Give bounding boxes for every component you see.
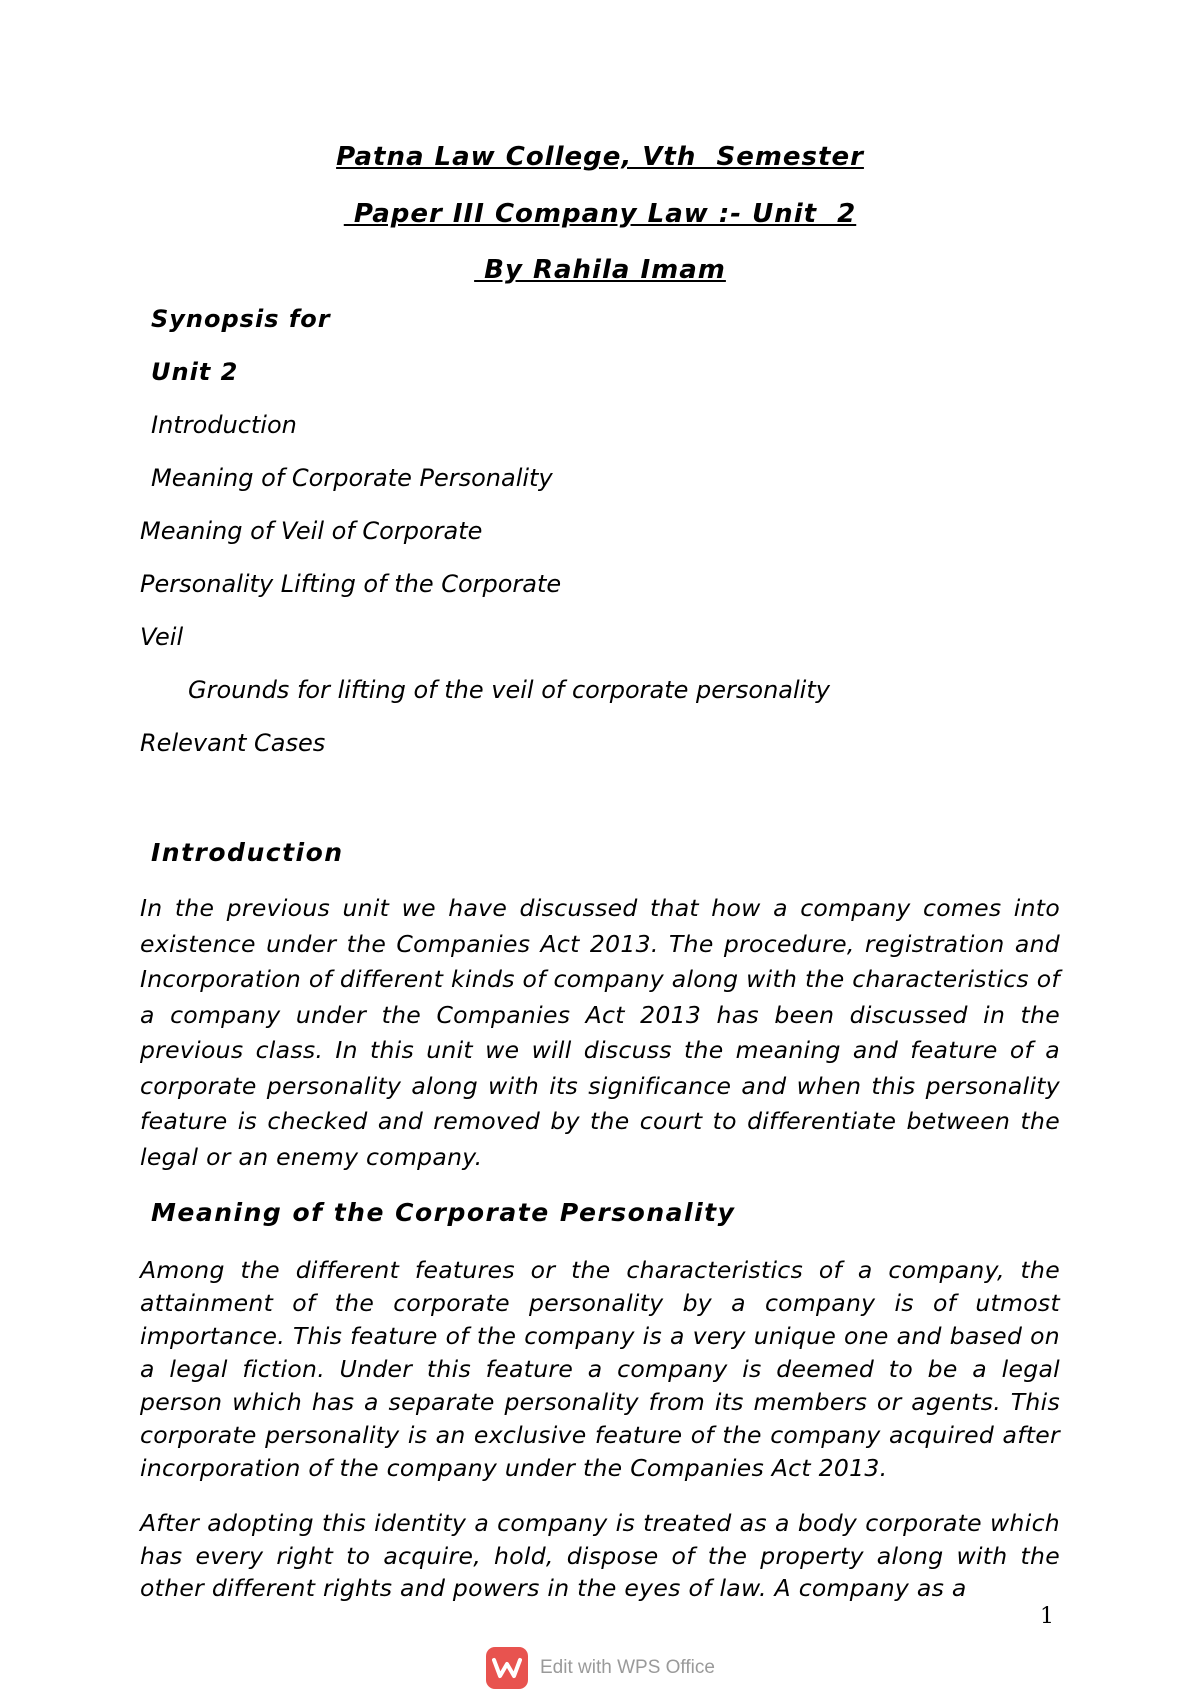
synopsis-item: Meaning of Corporate Personality <box>151 464 553 492</box>
synopsis-item: Personality Lifting of the Corporate <box>140 570 562 598</box>
header-paper: Paper III Company Law :- Unit 2 <box>343 199 857 229</box>
synopsis-item: Meaning of Veil of Corporate <box>140 517 483 545</box>
synopsis-item: Introduction <box>151 411 297 439</box>
paragraph-corporate-personality-2: After adopting this identity a company is treated as a body corporate which has every right to acquire, hold, dispose of the property along with the other different rights and powers in the eyes of law. A company as a <box>140 1509 1060 1602</box>
section-heading-corporate-personality: Meaning of the Corporate Personality <box>151 1198 736 1227</box>
paragraph-corporate-personality-1: Among the different features or the characteristics of a company, the attainment of the corporate personality by a company is of utmost importance. This feature of the company is a very unique one and based on a legal fiction. Under this feature a company is deemed to be a legal person which has a separate personality from its members or agents. This corporate personality is an exclusive feature of the company acquired after incorporation of the company under the Companies Act 2013. <box>140 1256 1060 1482</box>
synopsis-item: Relevant Cases <box>140 729 326 757</box>
synopsis-item: Grounds for lifting of the veil of corporate personality <box>188 676 830 704</box>
paragraph-introduction: In the previous unit we have discussed that how a company comes into existence under the Companies Act 2013. The procedure, registration and Incorporation of different kinds of company along with the characteristics of a company under the Companies Act 2013 has been discussed in the previous class. In this unit we will discuss the meaning and feature of a corporate personality along with its significance and when this personality feature is checked and removed by the court to differentiate between the legal or an enemy company. <box>140 894 1060 1171</box>
header-college: Patna Law College, Vth Semester <box>336 142 864 172</box>
synopsis-title: Synopsis for <box>151 305 331 333</box>
header-author: By Rahila Imam <box>474 255 726 285</box>
page-number: 1 <box>1040 1604 1054 1629</box>
wps-logo-icon <box>486 1647 528 1689</box>
wps-edit-link[interactable] <box>486 1647 715 1689</box>
synopsis-item: Veil <box>140 623 184 651</box>
section-heading-introduction: Introduction <box>151 838 344 867</box>
synopsis-unit: Unit 2 <box>151 358 239 386</box>
wps-edit-label: Edit with WPS Office <box>540 1657 715 1678</box>
